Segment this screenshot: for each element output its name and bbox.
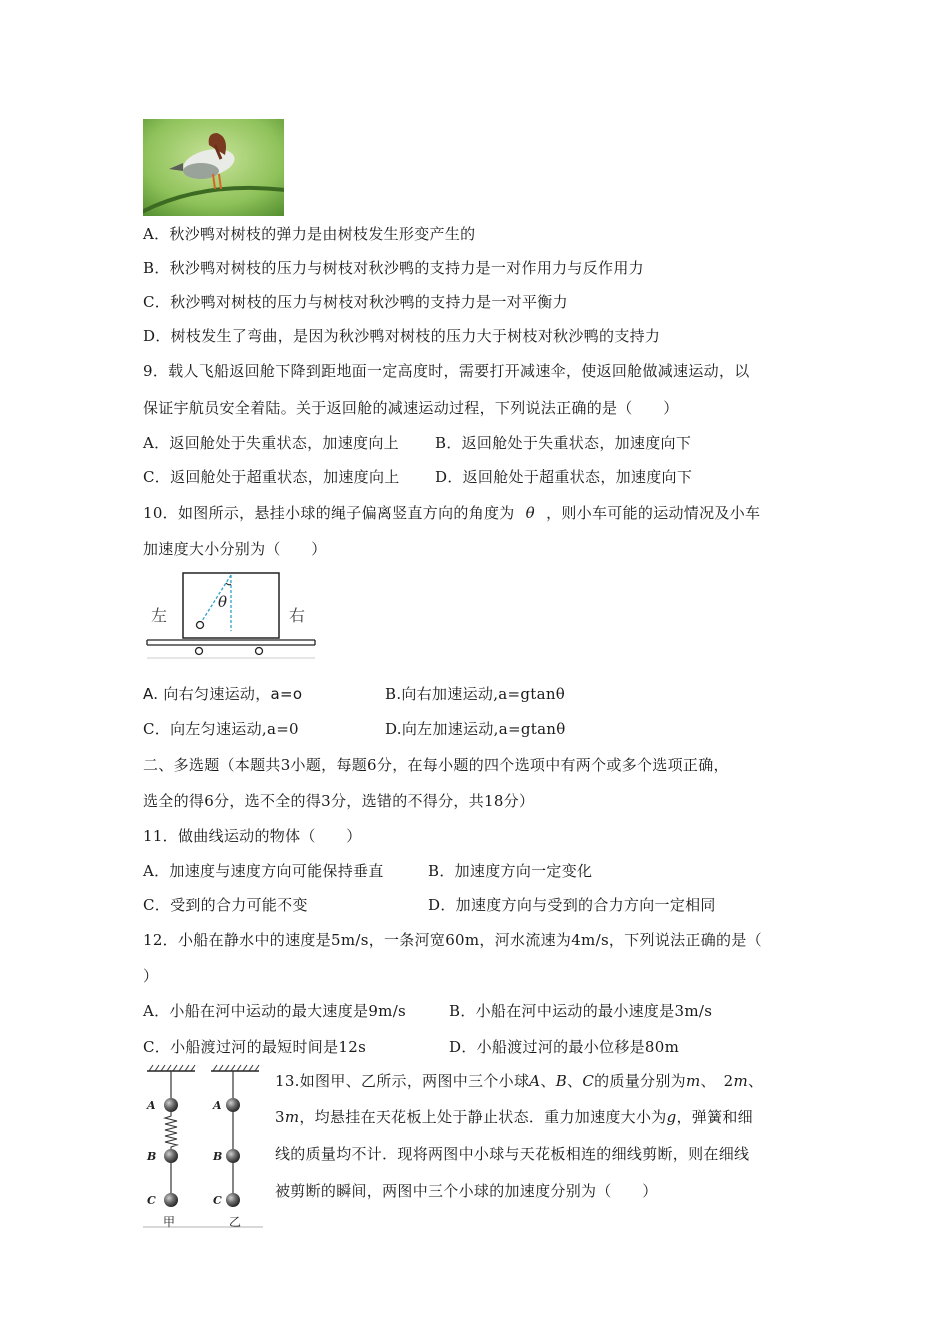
figure-left-label: 左: [151, 606, 168, 625]
fig-yi-label-c: C: [213, 1194, 222, 1207]
q10-option-d: D.向左加速运动,a=gtanθ: [385, 720, 566, 738]
q10-option-c: C．向左匀速运动,a=0: [143, 720, 299, 738]
q10-stem-line1: 10．如图所示，悬挂小球的绳子偏离竖直方向的角度为 θ ，则小车可能的运动情况及小车: [143, 504, 761, 522]
cart-pendulum-figure: [143, 570, 319, 660]
figure-theta-label: θ: [218, 593, 228, 611]
q9-option-d: D．返回舱处于超重状态，加速度向下: [435, 468, 693, 486]
q9-stem-line2: 保证宇航员安全着陆。关于返回舱的减速运动过程，下列说法正确的是（ ）: [143, 399, 679, 417]
q8-option-d: D．树枝发生了弯曲，是因为秋沙鸭对树枝的压力大于树枝对秋沙鸭的支持力: [143, 327, 661, 345]
fig-jia-label-c: C: [147, 1194, 156, 1207]
spring-balls-figure: [143, 1064, 267, 1232]
q8-option-c: C．秋沙鸭对树枝的压力与树枝对秋沙鸭的支持力是一对平衡力: [143, 293, 568, 311]
fig-yi-label-a: A: [213, 1099, 222, 1112]
fig-jia-label-a: A: [147, 1099, 156, 1112]
q8-option-a: A．秋沙鸭对树枝的弹力是由树枝发生形变产生的: [143, 225, 476, 243]
q12-option-c: C．小船渡过河的最短时间是12s: [143, 1038, 367, 1056]
fig-yi-caption: 乙: [229, 1215, 242, 1229]
q11-option-b: B．加速度方向一定变化: [428, 862, 593, 880]
figure-right-label: 右: [289, 606, 306, 625]
q12-stem-line2: ）: [143, 967, 159, 985]
section2-heading-line1: 二、多选题（本题共3小题，每题6分，在每小题的四个选项中有两个或多个选项正确，: [143, 756, 729, 774]
q13-stem-line1: 13.如图甲、乙所示，两图中三个小球A、B、C的质量分别为m、 2m、: [275, 1072, 764, 1090]
q13-stem-line2: 3m，均悬挂在天花板上处于静止状态．重力加速度大小为g，弹簧和细: [275, 1108, 753, 1126]
fig-yi-label-b: B: [213, 1150, 223, 1163]
q8-option-b: B．秋沙鸭对树枝的压力与树枝对秋沙鸭的支持力是一对作用力与反作用力: [143, 259, 644, 277]
fig-jia-caption: 甲: [163, 1215, 176, 1229]
q11-option-d: D．加速度方向与受到的合力方向一定相同: [428, 896, 716, 914]
section2-heading-line2: 选全的得6分，选不全的得3分，选错的不得分，共18分）: [143, 792, 535, 810]
q12-option-b: B．小船在河中运动的最小速度是3m/s: [449, 1002, 713, 1020]
q11-option-c: C．受到的合力可能不变: [143, 896, 308, 914]
q11-option-a: A．加速度与速度方向可能保持垂直: [143, 862, 384, 880]
q12-stem-line1: 12．小船在静水中的速度是5m/s，一条河宽60m，河水流速为4m/s，下列说法正确的是（: [143, 931, 762, 949]
q10-option-b: B.向右加速运动,a=gtanθ: [385, 685, 566, 703]
q10-option-a: A. 向右匀速运动，a=o: [143, 685, 303, 703]
q9-option-a: A．返回舱处于失重状态，加速度向上: [143, 434, 399, 452]
duck-on-branch-photo: [143, 119, 284, 216]
q13-stem-line4: 被剪断的瞬间，两图中三个小球的加速度分别为（ ）: [275, 1182, 658, 1200]
q12-option-a: A．小船在河中运动的最大速度是9m/s: [143, 1002, 407, 1020]
q10-stem-line2: 加速度大小分别为（ ）: [143, 540, 327, 558]
theta-symbol: θ: [525, 504, 536, 522]
fig-jia-label-b: B: [147, 1150, 157, 1163]
q11-stem: 11．做曲线运动的物体（ ）: [143, 827, 362, 845]
q9-option-c: C．返回舱处于超重状态，加速度向上: [143, 468, 400, 486]
q9-stem-line1: 9．载人飞船返回舱下降到距地面一定高度时，需要打开减速伞，使返回舱做减速运动，以: [143, 362, 750, 380]
q12-option-d: D．小船渡过河的最小位移是80m: [449, 1038, 680, 1056]
q13-stem-line3: 线的质量均不计．现将两图中小球与天花板相连的细线剪断，则在细线: [275, 1145, 750, 1163]
q9-option-b: B．返回舱处于失重状态，加速度向下: [435, 434, 692, 452]
